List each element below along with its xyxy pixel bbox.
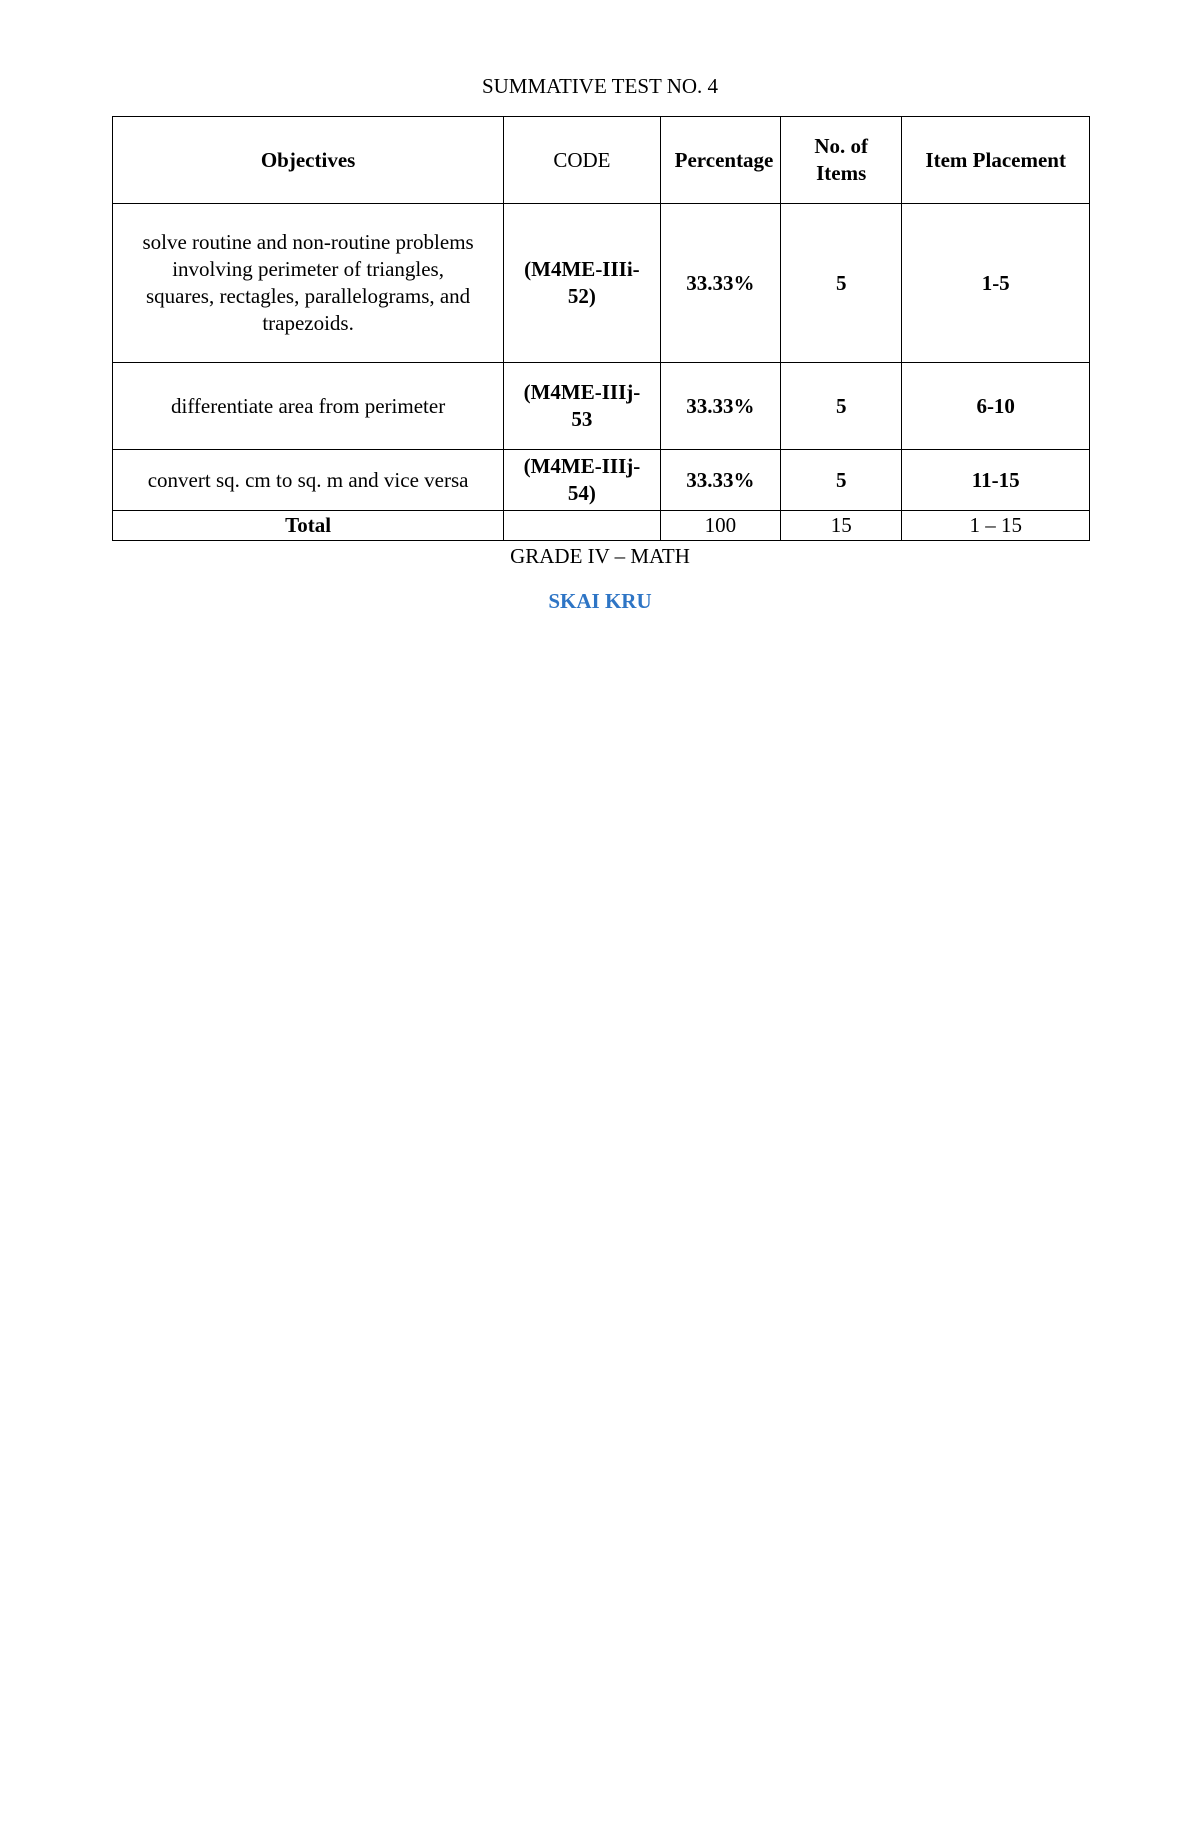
total-placement-cell: 1 – 15 bbox=[902, 511, 1090, 541]
percentage-cell: 33.33% bbox=[660, 204, 780, 363]
total-code-cell bbox=[504, 511, 660, 541]
percentage-cell: 33.33% bbox=[660, 363, 780, 450]
objective-cell: convert sq. cm to sq. m and vice versa bbox=[113, 450, 504, 511]
code-cell: (M4ME-IIIi-52) bbox=[504, 204, 660, 363]
header-percentage: Percentage bbox=[660, 117, 780, 204]
code-cell: (M4ME-IIIj-53 bbox=[504, 363, 660, 450]
table-total-row bbox=[113, 511, 1090, 541]
header-code: CODE bbox=[504, 117, 660, 204]
items-cell: 5 bbox=[781, 204, 902, 363]
document-title: SUMMATIVE TEST NO. 4 bbox=[481, 74, 719, 98]
grade-subject-heading: GRADE IV – MATH bbox=[510, 544, 690, 568]
items-cell: 5 bbox=[781, 450, 902, 511]
table-of-specifications bbox=[112, 116, 1090, 541]
objective-cell: differentiate area from perimeter bbox=[113, 363, 504, 450]
table-row bbox=[113, 363, 1090, 450]
table-header-row bbox=[113, 117, 1090, 204]
placement-cell: 6-10 bbox=[902, 363, 1090, 450]
placement-cell: 1-5 bbox=[902, 204, 1090, 363]
code-cell: (M4ME-IIIj-54) bbox=[504, 450, 660, 511]
table-row bbox=[113, 450, 1090, 511]
items-cell: 5 bbox=[781, 363, 902, 450]
author-credit: SKAI KRU bbox=[548, 589, 652, 613]
objective-cell: solve routine and non-routine problems involving perimeter of triangles, squares, rectagles, parallelograms, and trapezoids. bbox=[113, 204, 504, 363]
table-row bbox=[113, 204, 1090, 363]
total-label-cell: Total bbox=[113, 511, 504, 541]
percentage-cell: 33.33% bbox=[660, 450, 780, 511]
total-items-cell: 15 bbox=[781, 511, 902, 541]
placement-cell: 11-15 bbox=[902, 450, 1090, 511]
header-item-placement: Item Placement bbox=[902, 117, 1090, 204]
total-percentage-cell: 100 bbox=[660, 511, 780, 541]
header-objectives: Objectives bbox=[113, 117, 504, 204]
header-no-of-items: No. of Items bbox=[781, 117, 902, 204]
